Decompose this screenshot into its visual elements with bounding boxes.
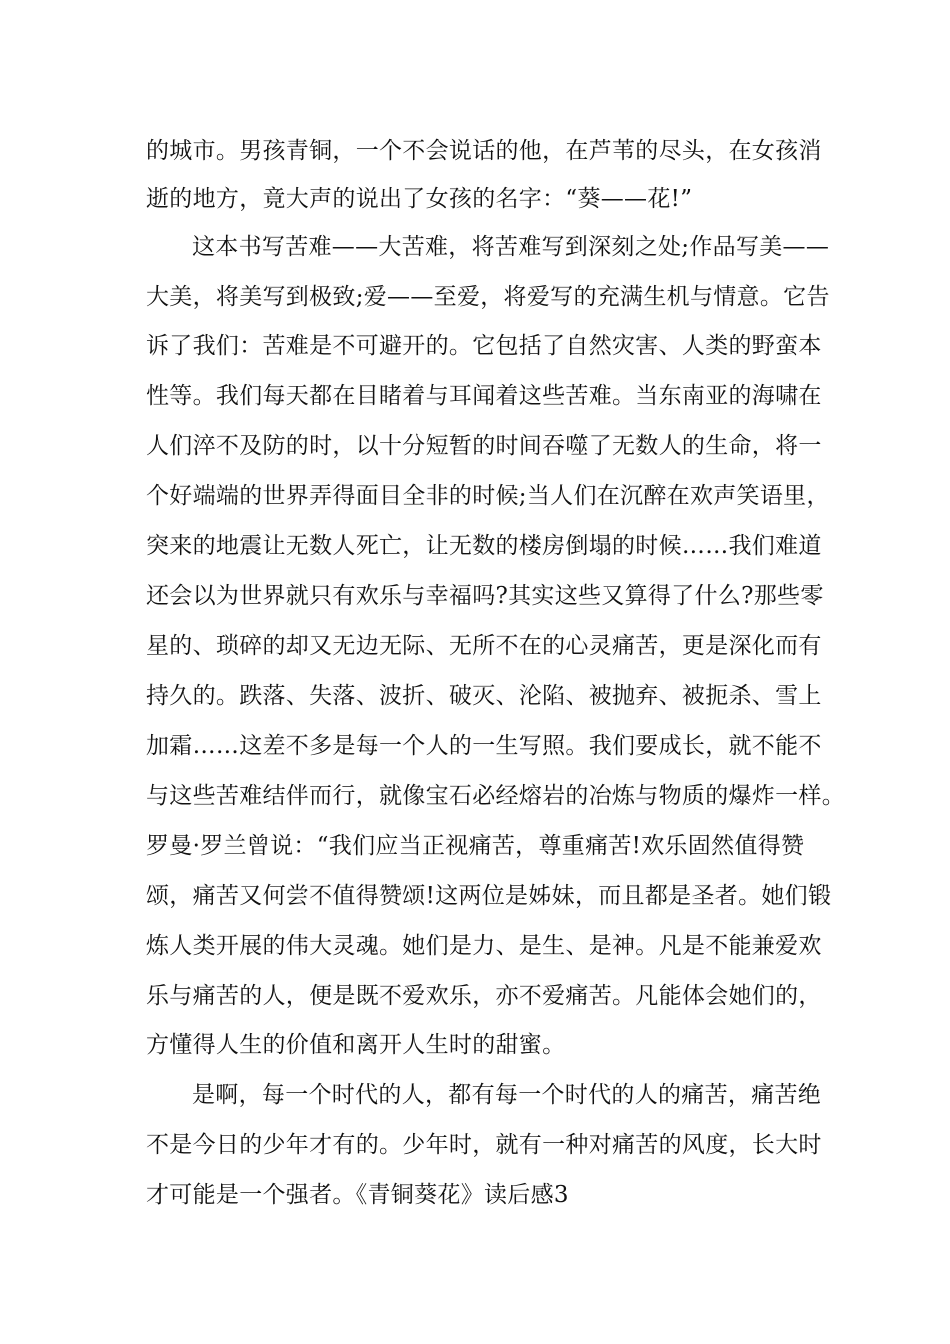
text-line: 的城市。男孩青铜，一个不会说话的他，在芦苇的尽头，在女孩消 [146, 138, 822, 164]
text-line: 还会以为世界就只有欢乐与幸福吗?其实这些又算得了什么?那些零 [146, 583, 824, 609]
text-line: 加霜……这差不多是每一个人的一生写照。我们要成长，就不能不 [146, 733, 822, 759]
text-line: 星的、琐碎的却又无边无际、无所不在的心灵痛苦，更是深化而有 [146, 633, 822, 659]
text-line: 逝的地方，竟大声的说出了女孩的名字：“葵——花!” [146, 186, 693, 212]
text-line: 不是今日的少年才有的。少年时，就有一种对痛苦的风度，长大时 [146, 1132, 822, 1158]
text-line: 人们淬不及防的时，以十分短暂的时间吞噬了无数人的生命，将一 [146, 433, 822, 459]
text-line: 罗曼·罗兰曾说：“我们应当正视痛苦，尊重痛苦!欢乐固然值得赞 [146, 833, 805, 859]
text-line: 炼人类开展的伟大灵魂。她们是力、是生、是神。凡是不能兼爱欢 [146, 933, 822, 959]
text-line: 乐与痛苦的人，便是既不爱欢乐，亦不爱痛苦。凡能体会她们的， [146, 983, 822, 1009]
text-line: 大美，将美写到极致;爱——至爱，将爱写的充满生机与情意。它告 [146, 284, 830, 310]
text-line: 突来的地震让无数人死亡，让无数的楼房倒塌的时候……我们难道 [146, 533, 822, 559]
text-line: 与这些苦难结伴而行，就像宝石必经熔岩的冶炼与物质的爆炸一样。 [146, 783, 845, 809]
text-line: 颂，痛苦又何尝不值得赞颂!这两位是姊妹，而且都是圣者。她们锻 [146, 883, 832, 909]
text-line: 诉了我们：苦难是不可避开的。它包括了自然灾害、人类的野蛮本 [146, 333, 822, 359]
text-line: 持久的。跌落、失落、波折、破灭、沦陷、被抛弃、被扼杀、雪上 [146, 683, 822, 709]
text-line: 性等。我们每天都在目睹着与耳闻着这些苦难。当东南亚的海啸在 [146, 383, 822, 409]
paragraph-first-line: 是啊，每一个时代的人，都有每一个时代的人的痛苦，痛苦绝 [192, 1082, 822, 1108]
text-line: 方懂得人生的价值和离开人生时的甜蜜。 [146, 1032, 566, 1058]
paragraph-first-line: 这本书写苦难——大苦难，将苦难写到深刻之处;作品写美—— [192, 234, 830, 260]
text-line: 个好端端的世界弄得面目全非的时候;当人们在沉醉在欢声笑语里， [146, 483, 830, 509]
text-line: 才可能是一个强者。《青铜葵花》读后感3 [146, 1182, 569, 1208]
